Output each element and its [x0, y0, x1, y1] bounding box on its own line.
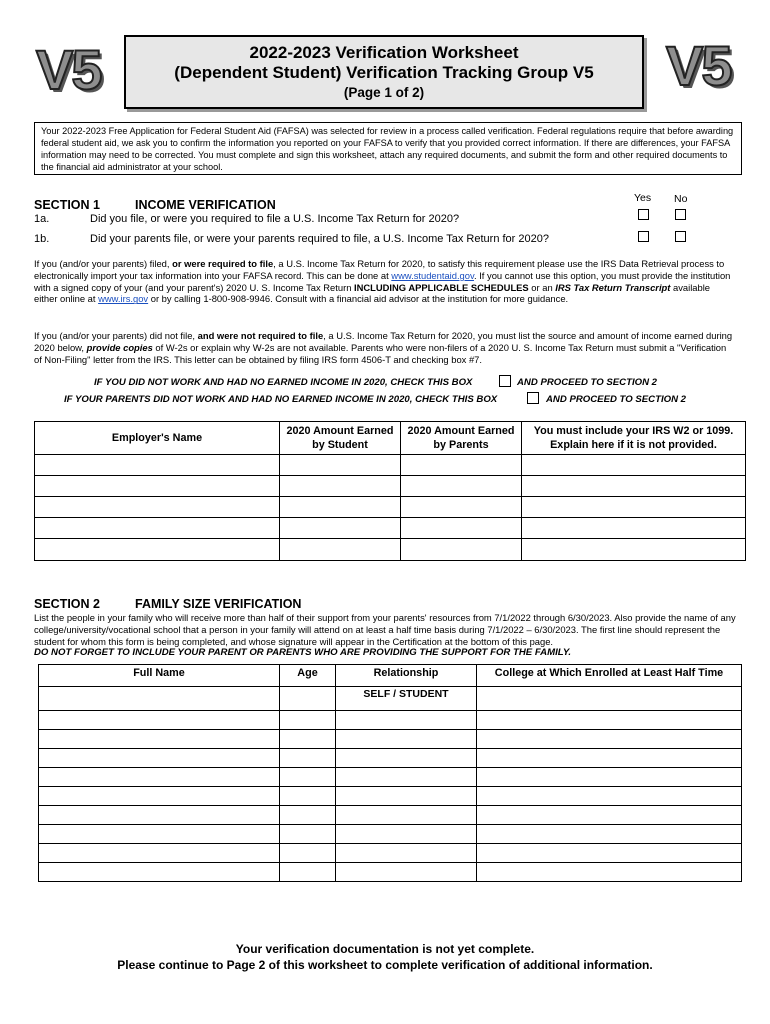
footer-line1: Your verification documentation is not yet complete.	[235, 942, 535, 956]
irs-link[interactable]: www.irs.gov	[98, 293, 149, 305]
table-row	[39, 825, 742, 844]
section1-title: INCOME VERIFICATION	[135, 198, 276, 212]
explanation-cell[interactable]	[522, 539, 746, 561]
non-filer-instructions: If you (and/or your parents) did not file, and were not required to file, a U.S. Income Tax Return for 2020, you must list the source and amount of income earned during 2020 below, provide copies of W-2s or explain why W-2s are not available. Parents who were non-filers of a 2020 U. S. Income Tax Return must submit a "Verification of Non-Filing" letter from the IRS. This letter can be obtained by filing IRS form 4506-T and checking box #7.	[34, 330, 733, 365]
relationship-self-student: SELF / STUDENT	[336, 687, 477, 711]
table-row	[35, 476, 746, 497]
table-row	[39, 730, 742, 749]
relationship-cell[interactable]	[336, 749, 477, 768]
age-cell[interactable]	[280, 687, 336, 711]
relationship-cell[interactable]	[336, 825, 477, 844]
table-row	[39, 711, 742, 730]
section1-number: SECTION 1	[34, 198, 100, 212]
table-row	[35, 539, 746, 561]
college-cell[interactable]	[477, 730, 742, 749]
col-parent-amount: 2020 Amount Earned by Parents	[401, 422, 522, 455]
parent-amount-cell[interactable]	[401, 518, 522, 539]
studentaid-link[interactable]: www.studentaid.gov	[391, 269, 474, 281]
full-name-cell[interactable]	[39, 711, 280, 730]
relationship-cell[interactable]	[336, 844, 477, 863]
age-cell[interactable]	[280, 711, 336, 730]
employer-cell[interactable]	[35, 497, 280, 518]
table-row	[39, 749, 742, 768]
full-name-cell[interactable]	[39, 768, 280, 787]
full-name-cell[interactable]	[39, 687, 280, 711]
parent-proceed-text: AND PROCEED TO SECTION 2	[546, 394, 687, 405]
table-row	[35, 497, 746, 518]
explanation-cell[interactable]	[522, 476, 746, 497]
yes-label: Yes	[634, 192, 652, 204]
explanation-cell[interactable]	[522, 497, 746, 518]
col-relationship: Relationship	[336, 665, 477, 687]
college-cell[interactable]	[477, 863, 742, 882]
q1a-text: Did you file, or were you required to file a U.S. Income Tax Return for 2020?	[90, 213, 460, 225]
col-full-name: Full Name	[39, 665, 280, 687]
college-cell[interactable]	[477, 711, 742, 730]
parent-amount-cell[interactable]	[401, 497, 522, 518]
family-size-warning: DO NOT FORGET TO INCLUDE YOUR PARENT OR PARENTS WHO ARE PROVIDING THE SUPPORT FOR THE FAMILY.	[34, 647, 572, 658]
age-cell[interactable]	[280, 787, 336, 806]
college-cell[interactable]	[477, 844, 742, 863]
full-name-cell[interactable]	[39, 863, 280, 882]
college-cell[interactable]	[477, 806, 742, 825]
age-cell[interactable]	[280, 768, 336, 787]
relationship-cell[interactable]	[336, 711, 477, 730]
q1a-yes-checkbox[interactable]	[638, 209, 649, 220]
section2-title: FAMILY SIZE VERIFICATION	[135, 597, 302, 611]
full-name-cell[interactable]	[39, 844, 280, 863]
employer-cell[interactable]	[35, 518, 280, 539]
parent-amount-cell[interactable]	[401, 539, 522, 561]
full-name-cell[interactable]	[39, 749, 280, 768]
q1b-yes-checkbox[interactable]	[638, 231, 649, 242]
table-row	[39, 844, 742, 863]
college-cell[interactable]	[477, 687, 742, 711]
table-row	[39, 806, 742, 825]
table-row	[39, 787, 742, 806]
table-row	[39, 768, 742, 787]
full-name-cell[interactable]	[39, 787, 280, 806]
col-age: Age	[280, 665, 336, 687]
parent-no-income-text: IF YOUR PARENTS DID NOT WORK AND HAD NO EARNED INCOME IN 2020, CHECK THIS BOX	[64, 394, 498, 405]
footer-line2: Please continue to Page 2 of this worksheet to complete verification of additional information.	[117, 958, 653, 972]
relationship-cell[interactable]	[336, 806, 477, 825]
full-name-cell[interactable]	[39, 825, 280, 844]
v5-badge-left: V5	[36, 38, 101, 101]
explanation-cell[interactable]	[522, 518, 746, 539]
explanation-cell[interactable]	[522, 455, 746, 476]
student-no-income-checkbox[interactable]	[499, 375, 511, 387]
table-row	[39, 863, 742, 882]
student-amount-cell[interactable]	[280, 476, 401, 497]
relationship-cell[interactable]	[336, 730, 477, 749]
student-proceed-text: AND PROCEED TO SECTION 2	[517, 377, 658, 388]
age-cell[interactable]	[280, 749, 336, 768]
col-w2-explanation: You must include your IRS W2 or 1099. Explain here if it is not provided.	[522, 422, 746, 455]
family-table	[38, 664, 742, 882]
q1b-text: Did your parents file, or were your parents required to file, a U.S. Income Tax Return for 2020?	[90, 233, 549, 245]
no-label: No	[674, 193, 688, 205]
student-amount-cell[interactable]	[280, 518, 401, 539]
income-table	[34, 421, 746, 561]
student-amount-cell[interactable]	[280, 497, 401, 518]
parent-amount-cell[interactable]	[401, 476, 522, 497]
section2-number: SECTION 2	[34, 597, 100, 611]
parent-amount-cell[interactable]	[401, 455, 522, 476]
age-cell[interactable]	[280, 806, 336, 825]
title-line1: 2022-2023 Verification Worksheet	[249, 43, 519, 62]
student-no-income-text: IF YOU DID NOT WORK AND HAD NO EARNED INCOME IN 2020, CHECK THIS BOX	[94, 377, 473, 388]
full-name-cell[interactable]	[39, 806, 280, 825]
v5-badge-right: V5	[666, 34, 731, 97]
title-line2: (Dependent Student) Verification Tracking Group V5	[174, 63, 594, 82]
table-row	[39, 687, 742, 711]
table-row	[35, 455, 746, 476]
q1b-no-checkbox[interactable]	[675, 231, 686, 242]
age-cell[interactable]	[280, 844, 336, 863]
income-table-header	[35, 422, 746, 455]
q1a-number: 1a.	[34, 213, 50, 225]
parent-no-income-checkbox[interactable]	[527, 392, 539, 404]
col-college: College at Which Enrolled at Least Half Time	[477, 665, 742, 687]
college-cell[interactable]	[477, 749, 742, 768]
q1a-no-checkbox[interactable]	[675, 209, 686, 220]
age-cell[interactable]	[280, 863, 336, 882]
college-cell[interactable]	[477, 825, 742, 844]
family-table-header	[39, 665, 742, 687]
full-name-cell[interactable]	[39, 730, 280, 749]
age-cell[interactable]	[280, 730, 336, 749]
age-cell[interactable]	[280, 825, 336, 844]
college-cell[interactable]	[477, 768, 742, 787]
page-label: (Page 1 of 2)	[343, 85, 425, 100]
intro-paragraph: Your 2022-2023 Free Application for Federal Student Aid (FAFSA) was selected for review in a process called verification. Federal regulations require that before awarding federal student aid, we ask you to confirm the information you reported on your FAFSA to verify that you provided correct information. If there are differences, your FAFSA information may need to be corrected. You must complete and sign this worksheet, attach any required documents, and submit the form and other required documents to the financial aid administrator at your school.	[34, 122, 742, 175]
q1b-number: 1b.	[34, 233, 50, 245]
student-amount-cell[interactable]	[280, 455, 401, 476]
relationship-cell[interactable]	[336, 787, 477, 806]
col-student-amount: 2020 Amount Earned by Student	[280, 422, 401, 455]
family-size-instructions: List the people in your family who will receive more than half of their support from your parents' resources from 7/1/2022 through 6/30/2023. Also provide the name of any college/university/vocational school that a person in your family will attend on at least a half time basis during 7/1/2022 – 6/30/2023. The first line should represent the student for whom this form is being completed, and whose signature will appear in the Certification at the bottom of this page.	[34, 612, 736, 647]
filer-instructions: If you (and/or your parents) filed, or were required to file, a U.S. Income Tax Return for 2020, to satisfy this requirement please use the IRS Data Retrieval process to electronically import your tax information into your FAFSA record. This can be done at www.studentaid.gov. If you cannot use this option, you must provide the institution with a signed copy of your (and your parent's) 2020 U. S. Income Tax Return INCLUDING APPLICABLE SCHEDULES or an IRS Tax Return Transcript available either online at www.irs.gov or by calling 1-800-908-9946. Consult with a financial aid advisor at the institution for more guidance.	[34, 258, 731, 305]
employer-cell[interactable]	[35, 539, 280, 561]
col-employer-name: Employer's Name	[35, 422, 280, 455]
relationship-cell[interactable]	[336, 863, 477, 882]
employer-cell[interactable]	[35, 476, 280, 497]
college-cell[interactable]	[477, 787, 742, 806]
title-box	[124, 35, 644, 109]
employer-cell[interactable]	[35, 455, 280, 476]
relationship-cell[interactable]	[336, 768, 477, 787]
student-amount-cell[interactable]	[280, 539, 401, 561]
table-row	[35, 518, 746, 539]
